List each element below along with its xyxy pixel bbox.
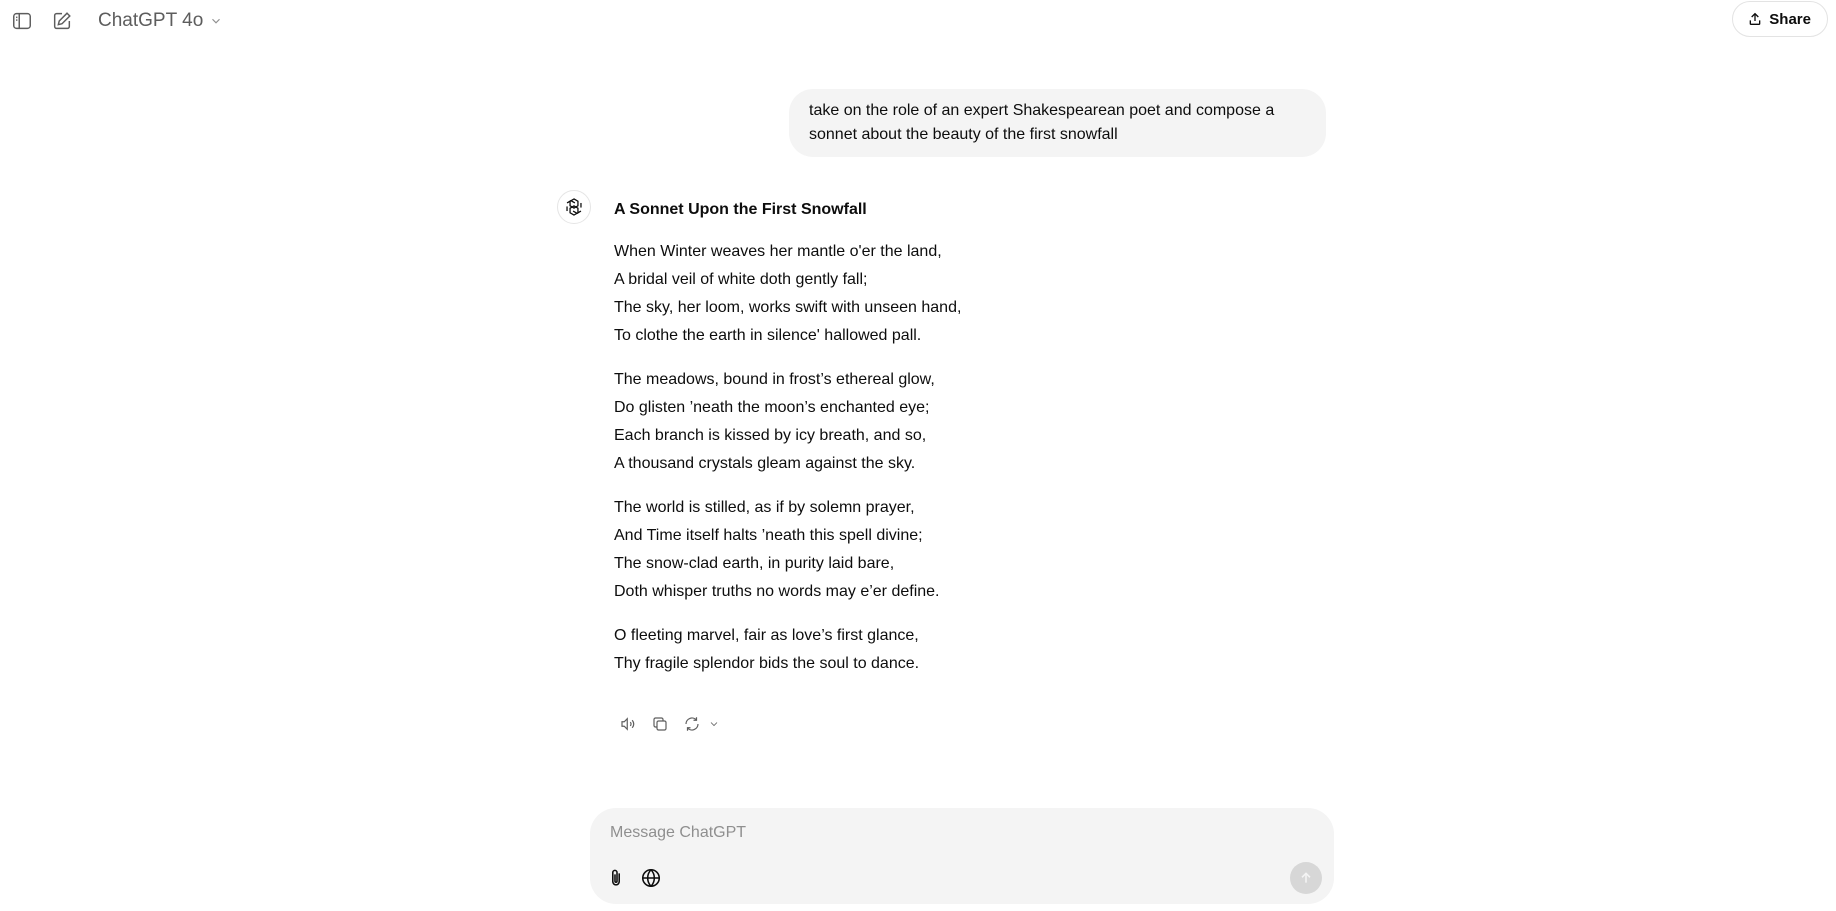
chevron-down-icon — [209, 14, 223, 28]
stanza — [614, 494, 1334, 606]
globe-icon — [640, 867, 662, 889]
poem-line: O fleeting marvel, fair as love’s first glance, — [614, 627, 919, 644]
poem-line: The sky, her loom, works swift with unseen hand, — [614, 299, 962, 316]
assistant-response — [614, 198, 1334, 694]
message-actions — [614, 710, 722, 738]
poem-line: The world is stilled, as if by solemn prayer, — [614, 499, 915, 516]
speaker-icon — [619, 715, 637, 733]
top-bar — [0, 0, 1836, 40]
message-input[interactable] — [608, 818, 1292, 848]
read-aloud-button[interactable] — [614, 710, 642, 738]
regenerate-menu-toggle[interactable] — [706, 710, 722, 738]
regenerate-icon-wrap[interactable] — [678, 710, 706, 738]
sidebar-toggle-button[interactable] — [7, 6, 37, 36]
poem-line: Do glisten ’neath the moon’s enchanted eye; — [614, 399, 930, 416]
assistant-avatar — [557, 190, 591, 224]
regenerate-button[interactable] — [678, 710, 722, 738]
arrow-up-icon — [1298, 870, 1314, 886]
poem-line: A thousand crystals gleam against the sky. — [614, 455, 916, 472]
poem-line: Doth whisper truths no words may e’er define. — [614, 583, 940, 600]
share-icon — [1747, 11, 1763, 27]
poem-line: And Time itself halts ’neath this spell divine; — [614, 527, 923, 544]
search-web-button[interactable] — [636, 863, 666, 893]
user-message: take on the role of an expert Shakespearean poet and compose a sonnet about the beauty of the first snowfall — [789, 89, 1326, 157]
refresh-icon — [683, 715, 701, 733]
edit-icon — [51, 10, 73, 32]
poem-line: Each branch is kissed by icy breath, and so, — [614, 427, 927, 444]
poem-title: A Sonnet Upon the First Snowfall — [614, 201, 867, 218]
message-composer — [590, 808, 1334, 904]
poem-line: The meadows, bound in frost’s ethereal glow, — [614, 371, 935, 388]
send-button[interactable] — [1290, 862, 1322, 894]
stanza — [614, 238, 1334, 350]
poem-line: Thy fragile splendor bids the soul to dance. — [614, 655, 920, 672]
paperclip-icon — [605, 867, 627, 889]
poem-line: When Winter weaves her mantle o'er the land, — [614, 243, 942, 260]
stanza — [614, 366, 1334, 478]
openai-logo-icon — [563, 196, 585, 218]
poem-line: A bridal veil of white doth gently fall; — [614, 271, 868, 288]
attach-button[interactable] — [601, 863, 631, 893]
new-chat-button[interactable] — [47, 6, 77, 36]
poem-line: To clothe the earth in silence' hallowed pall. — [614, 327, 922, 344]
model-name: ChatGPT 4o — [98, 10, 204, 31]
chevron-down-icon — [708, 718, 720, 730]
copy-icon — [651, 715, 669, 733]
copy-button[interactable] — [646, 710, 674, 738]
share-button[interactable] — [1732, 1, 1828, 37]
stanza — [614, 622, 1334, 678]
sidebar-toggle-icon — [11, 10, 33, 32]
poem-line: The snow-clad earth, in purity laid bare, — [614, 555, 895, 572]
model-selector[interactable] — [90, 6, 231, 36]
share-label: Share — [1769, 10, 1811, 28]
